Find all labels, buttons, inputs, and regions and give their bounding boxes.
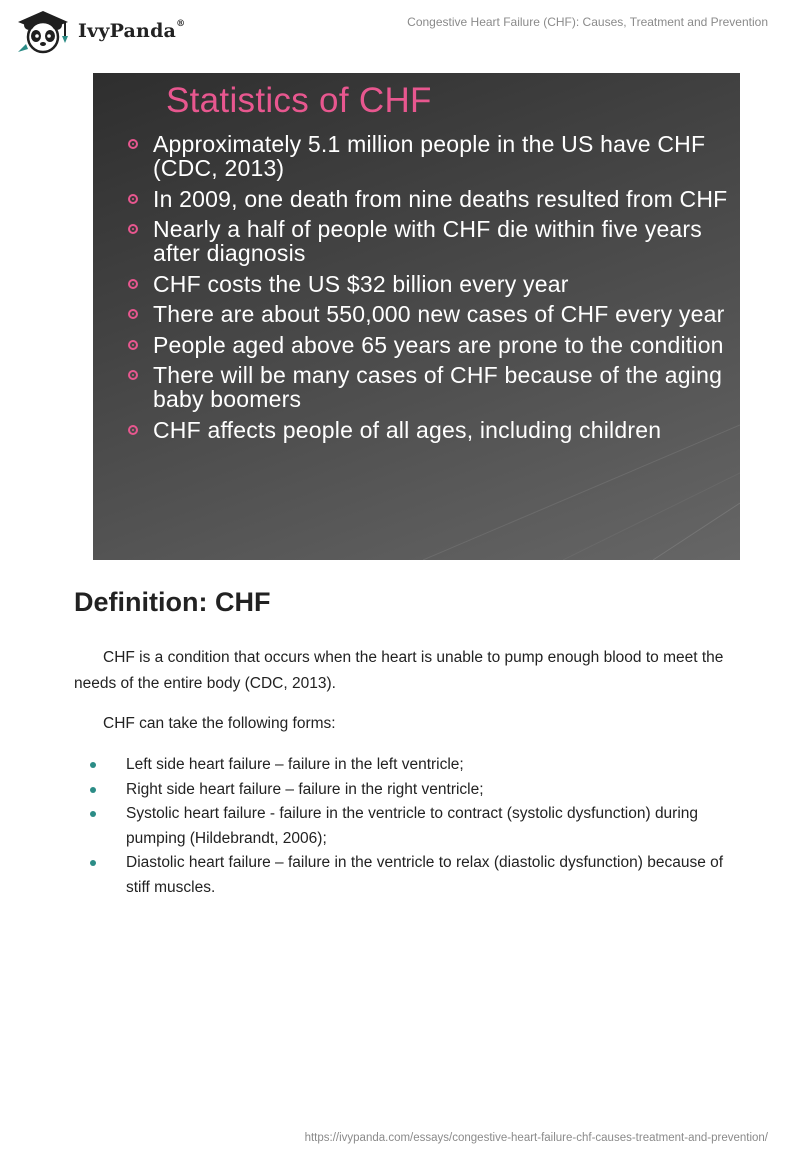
target-bullet-icon [128, 279, 138, 289]
target-bullet-icon [128, 370, 138, 380]
slide-title: Statistics of CHF [166, 81, 432, 120]
slide-bullet: In 2009, one death from nine deaths resulted from CHF [128, 187, 728, 211]
panda-icon [14, 8, 72, 54]
list-item: Right side heart failure – failure in the right ventricle; [90, 778, 730, 803]
bullet-dot-icon [90, 860, 96, 866]
slide-bullet: People aged above 65 years are prone to the condition [128, 333, 728, 357]
bullet-dot-icon [90, 762, 96, 768]
slide-bullet: CHF affects people of all ages, including children [128, 418, 728, 442]
definition-paragraph: CHF is a condition that occurs when the heart is unable to pump enough blood to meet the needs of the entire body (CDC, 2013). [74, 649, 724, 692]
target-bullet-icon [128, 139, 138, 149]
source-url-link[interactable]: https://ivypanda.com/essays/congestive-heart-failure-chf-causes-treatment-and-prevention/ [304, 1132, 768, 1144]
section-heading: Definition: CHF [74, 587, 271, 617]
slide-image [93, 73, 740, 560]
chf-forms-list [90, 753, 730, 900]
slide-bullet: Approximately 5.1 million people in the US have CHF (CDC, 2013) [128, 132, 728, 180]
target-bullet-icon [128, 194, 138, 204]
list-item: Diastolic heart failure – failure in the ventricle to relax (diastolic dysfunction) because of stiff muscles. [90, 851, 730, 900]
target-bullet-icon [128, 340, 138, 350]
forms-intro-paragraph: CHF can take the following forms: [103, 715, 336, 732]
target-bullet-icon [128, 224, 138, 234]
bullet-dot-icon [90, 811, 96, 817]
slide-bullet: CHF costs the US $32 billion every year [128, 272, 728, 296]
target-bullet-icon [128, 309, 138, 319]
list-item: Left side heart failure – failure in the left ventricle; [90, 753, 730, 778]
slide-bullet: There will be many cases of CHF because of the aging baby boomers [128, 363, 728, 411]
ivypanda-logo[interactable] [14, 8, 185, 54]
slide-bullet-list [128, 132, 728, 448]
bullet-dot-icon [90, 787, 96, 793]
list-item: Systolic heart failure - failure in the ventricle to contract (systolic dysfunction) during pumping (Hildebrandt, 2006); [90, 802, 730, 851]
page-header [0, 0, 800, 60]
target-bullet-icon [128, 425, 138, 435]
brand-name: IvyPanda® [78, 18, 186, 42]
slide-bullet: Nearly a half of people with CHF die within five years after diagnosis [128, 217, 728, 265]
slide-bullet: There are about 550,000 new cases of CHF every year [128, 302, 728, 326]
document-title: Congestive Heart Failure (CHF): Causes, Treatment and Prevention [407, 15, 768, 29]
